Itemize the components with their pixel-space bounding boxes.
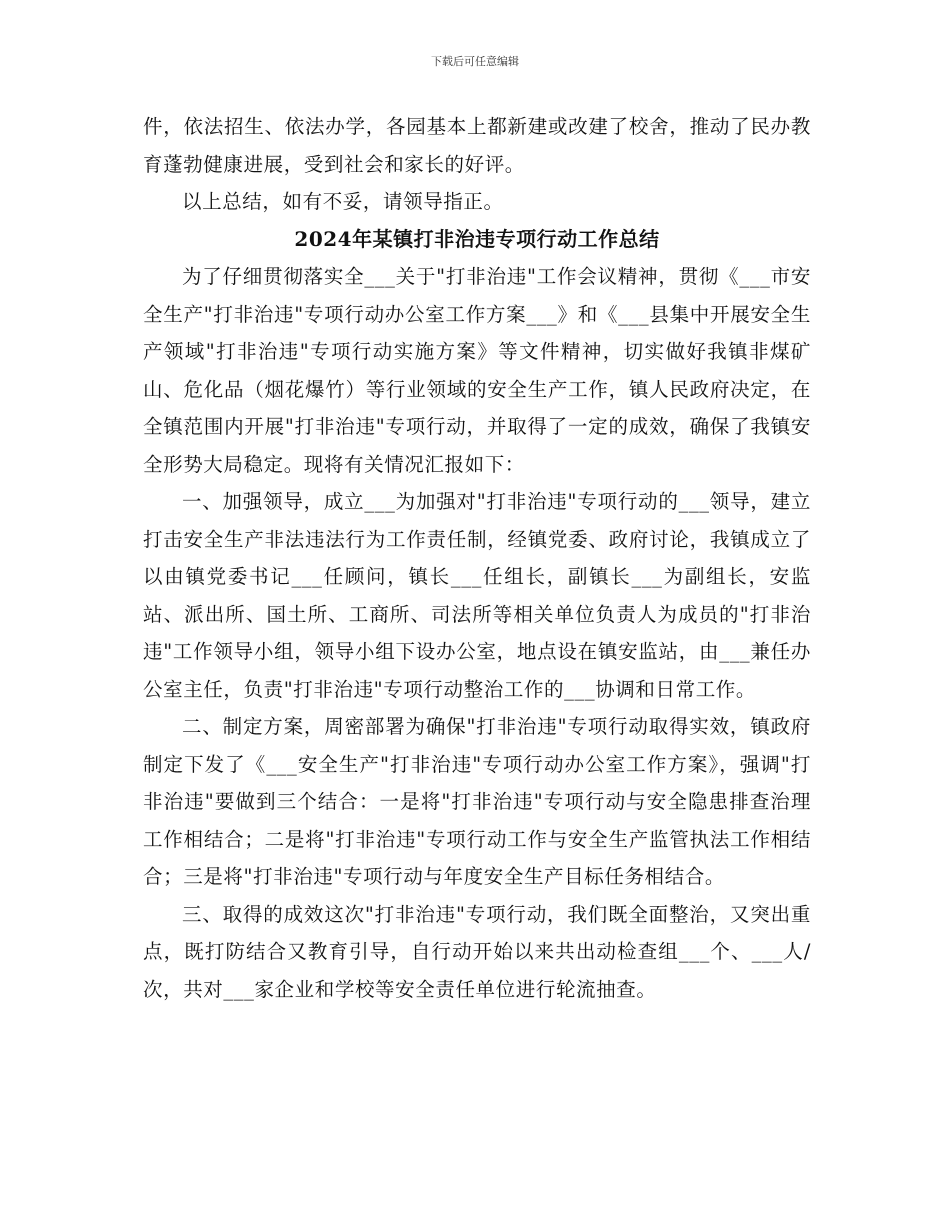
page-header-note: 下载后可任意编辑 — [431, 55, 519, 68]
body-paragraph-leadership: 一、加强领导，成立___为加强对"打非治违"专项行动的___领导，建立打击安全生产非法违法行为工作责任制，经镇党委、政府讨论，我镇成立了以由镇党委书记___任顾问，镇长___任组长，副镇长___为副组长，安监站、派出所、国土所、工商所、司法所等相关单位负责人为成员的"打非治违"工作领导小组，领导小组下设办公室，地点设在镇安监站，由___兼任办公室主任，负责"打非治违"专项行动整治工作的___协调和日常工作。 — [143, 490, 811, 701]
body-paragraph-plan: 二、制定方案，周密部署为确保"打非治违"专项行动取得实效，镇政府制定下发了《___安全生产"打非治违"专项行动办公室工作方案》，强调"打非治违"要做到三个结合：一是将"打非治违"专项行动与安全隐患排查治理工作相结合；二是将"打非治违"专项行动工作与安全生产监管执法工作相结合；三是将"打非治违"专项行动与年度安全生产目标任务相结合。 — [143, 715, 811, 888]
body-paragraph-intro: 为了仔细贯彻落实全___关于"打非治违"工作会议精神，贯彻《___市安全生产"打非治违"专项行动办公室工作方案___》和《___县集中开展安全生产领域"打非治违"专项行动实施方案》等文件精神，切实做好我镇非煤矿山、危化品（烟花爆竹）等行业领域的安全生产工作，镇人民政府决定，在全镇范围内开展"打非治违"专项行动，并取得了一定的成效，确保了我镇安全形势大局稳定。现将有关情况汇报如下： — [143, 265, 811, 476]
body-paragraph-results: 三、取得的成效这次"打非治违"专项行动，我们既全面整治，又突出重点，既打防结合又教育引导，自行动开始以来共出动检查组___个、___人/次，共对___家企业和学校等安全责任单位进行轮流抽查。 — [143, 902, 811, 1001]
document-body — [143, 108, 811, 1008]
closing-paragraph: 以上总结，如有不妥，请领导指正。 — [182, 190, 504, 213]
intro-continuation-paragraph: 件，依法招生、依法办学，各园基本上都新建或改建了校舍，推动了民办教育蓬勃健康进展，受到社会和家长的好评。 — [143, 115, 811, 176]
document-title: 2024年某镇打非治违专项行动工作总结 — [294, 226, 660, 251]
